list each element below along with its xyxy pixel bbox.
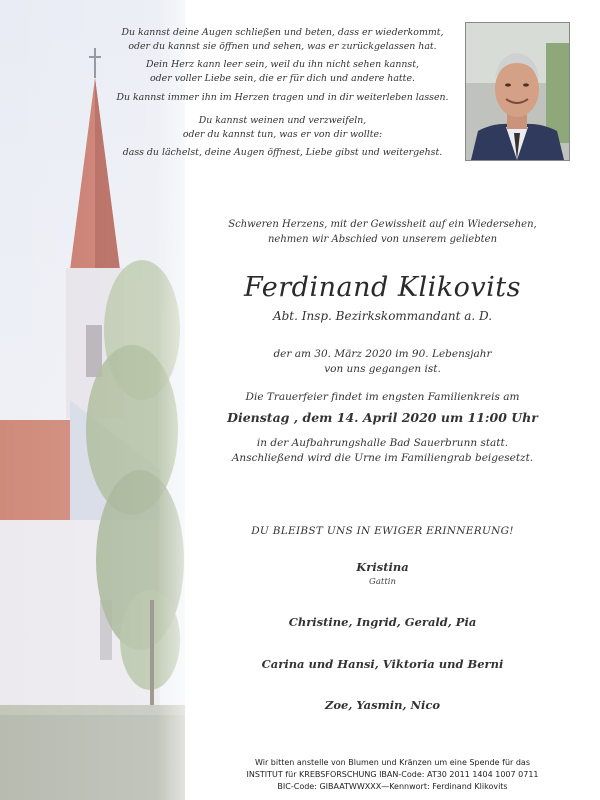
footer-line: INSTITUT für KREBSFORSCHUNG IBAN-Code: AT30 2011 1404 1007 0711 [246,770,539,779]
poem-line: Du kannst deine Augen schließen und beten, dass er wiederkommt, [121,27,444,38]
funeral-location: in der Aufbahrungshalle Bad Sauerbrunn statt. [256,437,509,449]
poem-line: oder du kannst sie öffnen und sehen, was er zurückgelassen hat. [128,41,437,52]
poem-line: oder voller Liebe sein, die er für dich und andere hatte. [150,73,415,84]
death-line: der am 30. März 2020 im 90. Lebensjahr [273,348,492,360]
intro-line: Schweren Herzens, mit der Gewissheit auf ein Wiedersehen, [228,219,537,230]
poem-line: Du kannst immer ihn im Herzen tragen und in dir weiterleben lassen. [116,92,449,103]
mourner-group-great-grandchildren: Zoe, Yasmin, Nico [324,698,441,712]
poem-line: Dein Herz kann leer sein, weil du ihn nicht sehen kannst, [145,59,419,70]
deceased-rank: Abt. Insp. Bezirkskommandant a. D. [272,309,493,323]
intro-line: nehmen wir Abschied von unserem geliebten [267,234,498,245]
funeral-date: Dienstag , dem 14. April 2020 um 11:00 Uhr [227,410,538,425]
poem-stanza-1 [105,26,460,54]
donation-footer [190,757,595,793]
poem-stanza-3 [105,91,460,105]
mourner-spouse-role: Gattin [369,577,396,587]
death-notice [190,347,575,377]
funeral-intro: Die Trauerfeier findet im engsten Familienkreis am [245,391,520,403]
portrait-image [466,23,569,160]
funeral-burial: Anschließend wird die Urne im Familiengrab beigesetzt. [231,452,534,464]
poem-stanza-4 [105,114,460,142]
footer-line: Wir bitten anstelle von Blumen und Kränzen um eine Spende für das [254,758,530,767]
funeral-details [190,436,575,466]
mourner-spouse-name: Kristina [356,560,409,574]
memorial-motto: DU BLEIBST UNS IN EWIGER ERINNERUNG! [251,525,514,537]
death-line: von uns gegangen ist. [324,363,441,375]
poem-stanza-2 [105,58,460,86]
poem-line: oder du kannst tun, was er von dir wollte: [182,129,383,140]
poem-line: dass du lächelst, deine Augen öffnest, Liebe gibst und weitergehst. [122,147,443,158]
poem-line: Du kannst weinen und verzweifeln, [198,115,367,126]
footer-line: BIC-Code: GIBAATWWXXX—Kennwort: Ferdinand Klikovits [277,782,508,791]
mourner-group-grandchildren: Carina und Hansi, Viktoria und Berni [261,657,504,671]
intro-text [190,217,575,247]
poem-stanza-5 [105,146,460,160]
mourner-group-children: Christine, Ingrid, Gerald, Pia [288,615,477,629]
deceased-name: Ferdinand Klikovits [244,272,521,303]
portrait-photo [465,22,570,161]
